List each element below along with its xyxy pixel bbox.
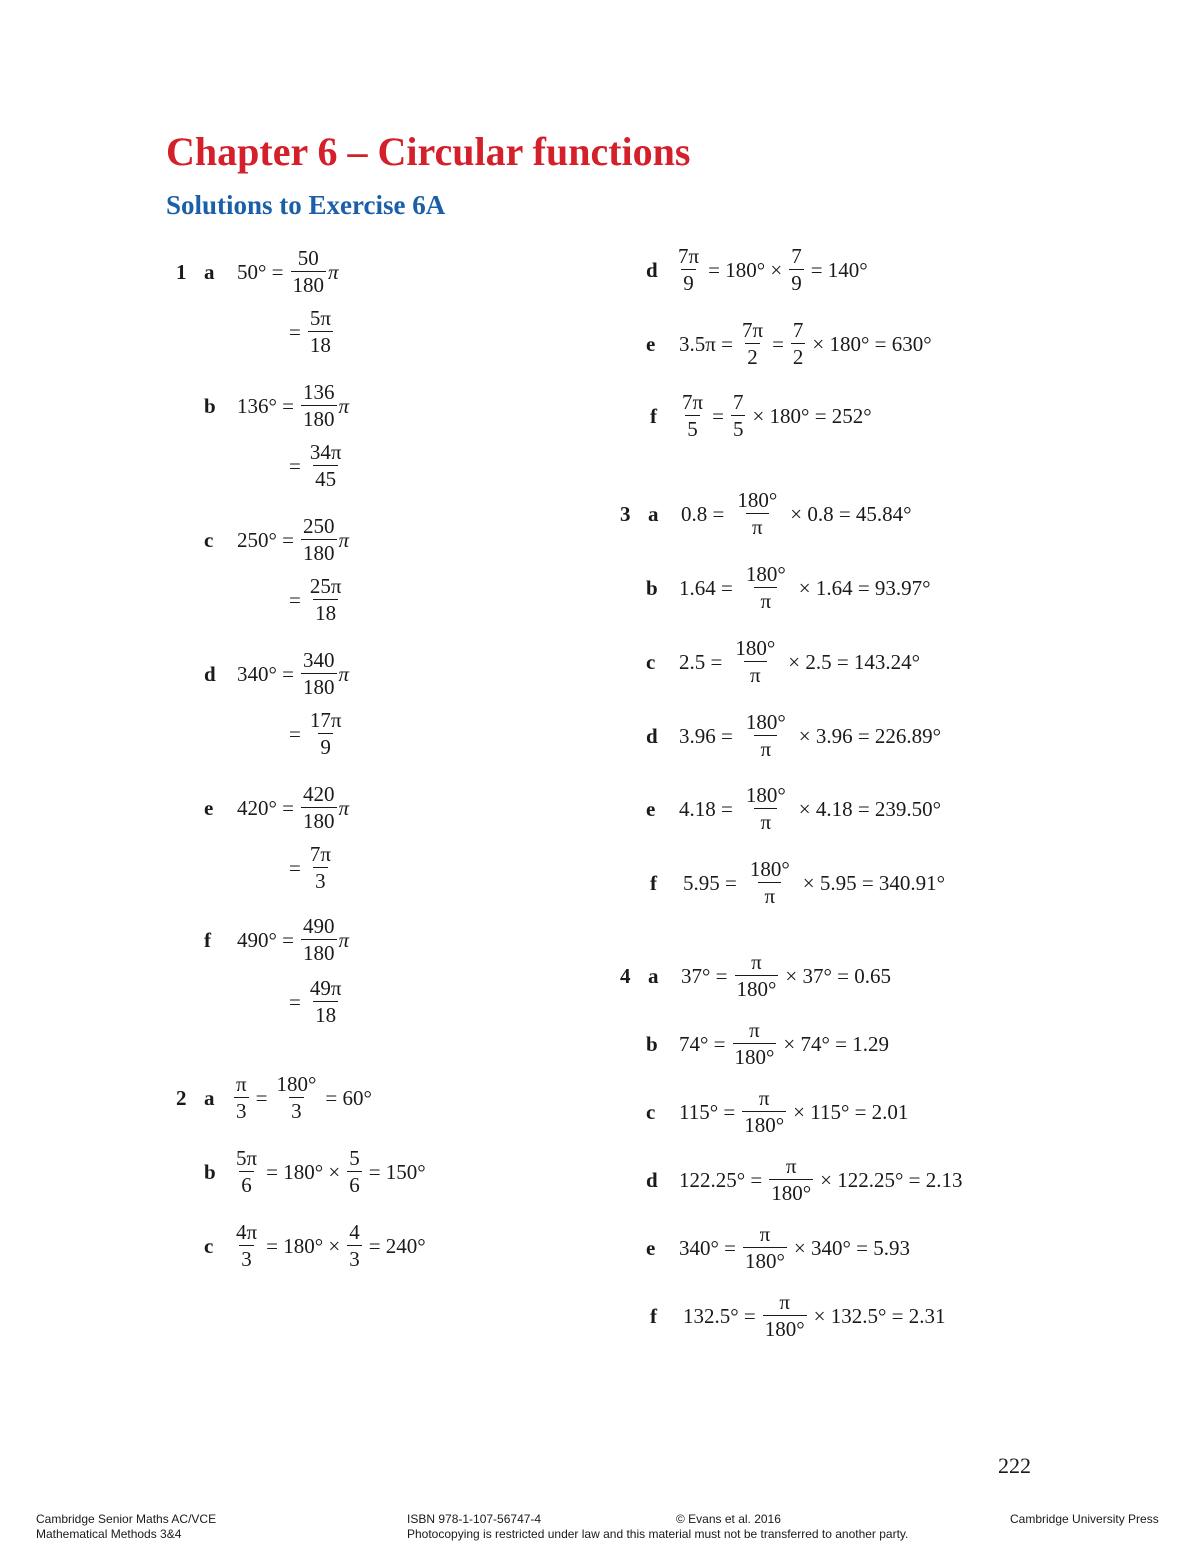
footer-isbn-block bbox=[407, 1512, 908, 1542]
fraction-denominator: 9 bbox=[791, 271, 802, 295]
equation-text: = bbox=[712, 403, 724, 428]
fraction-denominator: 180° bbox=[745, 1249, 785, 1273]
footer-isbn: ISBN 978-1-107-56747-4 bbox=[407, 1512, 542, 1526]
fraction-denominator: 3 bbox=[315, 869, 326, 893]
fraction-denominator: 45 bbox=[315, 467, 337, 491]
fraction bbox=[731, 392, 746, 440]
solution-line bbox=[284, 844, 335, 892]
pi-symbol: π bbox=[328, 259, 339, 284]
equation-text: 2.5 = bbox=[679, 649, 723, 674]
equation-text: = bbox=[289, 855, 301, 880]
fraction bbox=[274, 1074, 318, 1122]
fraction bbox=[743, 1224, 787, 1272]
equation-text: 122.25° = bbox=[679, 1167, 763, 1192]
part-label: f bbox=[650, 870, 657, 895]
fraction bbox=[735, 952, 779, 1000]
fraction-numerator: 50 bbox=[297, 246, 319, 270]
equation-text: = bbox=[289, 587, 301, 612]
footer-series bbox=[36, 1512, 216, 1542]
fraction bbox=[301, 382, 337, 430]
part-label: a bbox=[648, 963, 659, 988]
fraction bbox=[791, 320, 806, 368]
fraction-denominator: 180° bbox=[736, 977, 777, 1001]
equation-text: = 60° bbox=[325, 1085, 372, 1110]
footer-notice: Photocopying is restricted under law and this material must not be transferred to another party. bbox=[407, 1527, 909, 1541]
equation-text: 3.5π = bbox=[679, 331, 733, 356]
equation-text: 420° = bbox=[237, 795, 294, 820]
fraction bbox=[308, 308, 333, 356]
equation-text: = 180° × bbox=[708, 257, 783, 282]
solution-line bbox=[646, 712, 946, 760]
footer-series-line2: Mathematical Methods 3&4 bbox=[36, 1527, 182, 1541]
pi-symbol: π bbox=[338, 527, 350, 552]
fraction-numerator: π bbox=[751, 950, 762, 974]
fraction-denominator: 3 bbox=[291, 1099, 302, 1123]
equation-text: = bbox=[772, 331, 784, 356]
solution-line bbox=[204, 1222, 431, 1270]
fraction-numerator: π bbox=[785, 1154, 797, 1178]
fraction-numerator: 5π bbox=[309, 306, 331, 330]
fraction-denominator: 180° bbox=[744, 1113, 785, 1137]
fraction bbox=[731, 490, 783, 538]
equation-text: 115° = bbox=[679, 1099, 736, 1124]
fraction bbox=[347, 1148, 362, 1196]
solution-line bbox=[204, 784, 349, 832]
fraction bbox=[301, 516, 337, 564]
fraction bbox=[744, 859, 796, 907]
footer-copyright: © Evans et al. 2016 bbox=[676, 1512, 781, 1526]
part-label: d bbox=[646, 723, 658, 748]
page-number: 222 bbox=[998, 1453, 1031, 1478]
part-label: b bbox=[204, 1159, 216, 1184]
equation-text: × 5.95 = 340.91° bbox=[802, 870, 946, 895]
fraction-denominator: 180° bbox=[734, 1045, 775, 1069]
part-label: b bbox=[204, 393, 216, 418]
pi-symbol: π bbox=[338, 661, 350, 686]
fraction-denominator: π bbox=[746, 513, 769, 538]
solution-line bbox=[650, 392, 877, 440]
equation-text: = bbox=[289, 453, 301, 478]
part-label: e bbox=[204, 795, 214, 820]
fraction-numerator: 5 bbox=[349, 1146, 360, 1170]
fraction-denominator: 2 bbox=[747, 345, 758, 369]
equation-text: × 74° = 1.29 bbox=[783, 1031, 889, 1056]
fraction-numerator: 250 bbox=[303, 514, 335, 538]
fraction bbox=[789, 246, 804, 294]
fraction-denominator: 2 bbox=[792, 345, 804, 369]
fraction-numerator: 180° bbox=[745, 562, 786, 586]
fraction bbox=[740, 320, 765, 368]
part-label: b bbox=[646, 575, 658, 600]
solution-line bbox=[646, 246, 873, 294]
equation-text: × 2.5 = 143.24° bbox=[788, 649, 921, 674]
part-label: e bbox=[646, 331, 656, 356]
fraction-denominator: 180° bbox=[764, 1317, 805, 1341]
fraction bbox=[291, 248, 327, 296]
equation-text: = 240° bbox=[368, 1233, 426, 1258]
fraction-denominator: 180 bbox=[303, 541, 335, 565]
fraction-denominator: π bbox=[754, 735, 777, 760]
fraction-numerator: 136 bbox=[303, 380, 335, 404]
solution-line bbox=[646, 785, 946, 833]
fraction bbox=[740, 564, 792, 612]
equation-text: 136° = bbox=[237, 393, 294, 418]
fraction-numerator: 7π bbox=[682, 390, 704, 414]
fraction-numerator: 49π bbox=[309, 976, 342, 1000]
fraction bbox=[308, 710, 344, 758]
solution-line bbox=[620, 490, 917, 538]
part-label: c bbox=[204, 1233, 214, 1258]
fraction-denominator: 6 bbox=[241, 1173, 252, 1197]
fraction-numerator: 180° bbox=[749, 857, 790, 881]
fraction bbox=[347, 1222, 362, 1270]
fraction-denominator: 5 bbox=[687, 417, 698, 441]
equation-text: × 3.96 = 226.89° bbox=[798, 723, 942, 748]
fraction bbox=[763, 1292, 807, 1340]
equation-text: × 180° = 630° bbox=[812, 331, 932, 356]
question-number: 3 bbox=[620, 501, 631, 526]
equation-text: 5.95 = bbox=[683, 870, 737, 895]
solution-line bbox=[646, 1156, 968, 1204]
equation-text: = 150° bbox=[368, 1159, 426, 1184]
chapter-title: Chapter 6 – Circular functions bbox=[166, 129, 691, 174]
fraction-numerator: 180° bbox=[735, 636, 776, 660]
pi-symbol: π bbox=[338, 927, 350, 952]
equation-text: = 180° × bbox=[266, 1233, 341, 1258]
equation-text: × 132.5° = 2.31 bbox=[813, 1303, 946, 1328]
part-label: e bbox=[646, 1235, 656, 1260]
fraction-denominator: 18 bbox=[315, 1003, 337, 1027]
fraction-numerator: π bbox=[779, 1290, 790, 1314]
equation-text: × 37° = 0.65 bbox=[785, 963, 891, 988]
solution-line bbox=[284, 308, 335, 356]
fraction-denominator: 180 bbox=[303, 407, 335, 431]
footer-publisher: Cambridge University Press bbox=[1010, 1512, 1159, 1526]
solution-line bbox=[176, 1074, 377, 1122]
fraction bbox=[740, 712, 792, 760]
solution-line bbox=[204, 1148, 431, 1196]
equation-text: 250° = bbox=[237, 527, 294, 552]
part-label: d bbox=[646, 1167, 658, 1192]
equation-text: 3.96 = bbox=[679, 723, 733, 748]
fraction bbox=[308, 442, 344, 490]
solution-line bbox=[646, 320, 937, 368]
question-number: 2 bbox=[176, 1085, 187, 1110]
solution-line bbox=[646, 564, 936, 612]
equation-text: 340° = bbox=[679, 1235, 736, 1260]
solution-line bbox=[284, 710, 345, 758]
fraction-denominator: 9 bbox=[683, 271, 694, 295]
equation-text: × 0.8 = 45.84° bbox=[790, 501, 912, 526]
equation-text: 490° = bbox=[237, 927, 294, 952]
fraction-numerator: 34π bbox=[309, 440, 342, 464]
fraction-numerator: 180° bbox=[737, 488, 778, 512]
fraction bbox=[234, 1222, 259, 1270]
part-label: c bbox=[204, 527, 214, 552]
solution-line bbox=[176, 248, 339, 296]
fraction bbox=[733, 1020, 777, 1068]
solution-line bbox=[284, 442, 345, 490]
solution-line bbox=[204, 516, 349, 564]
fraction-numerator: π bbox=[236, 1072, 247, 1096]
fraction-denominator: 9 bbox=[320, 735, 331, 759]
equation-text: × 180° = 252° bbox=[752, 403, 872, 428]
fraction bbox=[308, 576, 344, 624]
part-label: f bbox=[204, 927, 211, 952]
equation-text: = 180° × bbox=[266, 1159, 341, 1184]
fraction bbox=[301, 784, 337, 832]
fraction-denominator: π bbox=[754, 587, 777, 612]
fraction-numerator: 7π bbox=[309, 842, 331, 866]
footer-series-line1: Cambridge Senior Maths AC/VCE bbox=[36, 1512, 217, 1526]
fraction-denominator: π bbox=[744, 661, 767, 686]
part-label: f bbox=[650, 403, 657, 428]
fraction-numerator: 7 bbox=[792, 318, 804, 342]
fraction-numerator: 180° bbox=[745, 783, 786, 807]
equation-text: = bbox=[255, 1085, 268, 1110]
solution-line bbox=[650, 1292, 951, 1340]
fraction bbox=[680, 392, 705, 440]
fraction-denominator: π bbox=[758, 882, 781, 907]
equation-text: = bbox=[289, 319, 301, 344]
fraction-numerator: π bbox=[758, 1086, 770, 1110]
solution-line bbox=[204, 650, 349, 698]
fraction-numerator: 17π bbox=[309, 708, 342, 732]
fraction-numerator: 490 bbox=[303, 914, 335, 938]
equation-text: 132.5° = bbox=[683, 1303, 756, 1328]
fraction-numerator: 7 bbox=[732, 390, 744, 414]
equation-text: × 340° = 5.93 bbox=[793, 1235, 910, 1260]
equation-text: = bbox=[289, 721, 301, 746]
fraction-denominator: 18 bbox=[309, 333, 331, 357]
solution-line bbox=[650, 859, 950, 907]
pi-symbol: π bbox=[338, 795, 350, 820]
fraction bbox=[742, 1088, 786, 1136]
fraction-denominator: 3 bbox=[236, 1099, 247, 1123]
solution-line bbox=[646, 638, 925, 686]
fraction-numerator: 180° bbox=[276, 1072, 317, 1096]
fraction-numerator: 340 bbox=[303, 648, 335, 672]
equation-text: × 115° = 2.01 bbox=[793, 1099, 909, 1124]
part-label: a bbox=[648, 501, 659, 526]
fraction-denominator: 180 bbox=[303, 941, 335, 965]
fraction-numerator: 5π bbox=[236, 1146, 258, 1170]
fraction-numerator: π bbox=[759, 1222, 771, 1246]
fraction bbox=[676, 246, 701, 294]
fraction bbox=[308, 844, 333, 892]
equation-text: 0.8 = bbox=[681, 501, 725, 526]
fraction-numerator: 4 bbox=[349, 1220, 360, 1244]
equation-text: = 140° bbox=[810, 257, 868, 282]
solution-line bbox=[646, 1088, 913, 1136]
equation-text: 340° = bbox=[237, 661, 294, 686]
fraction bbox=[234, 1074, 249, 1122]
fraction-denominator: 3 bbox=[349, 1247, 360, 1271]
fraction bbox=[308, 978, 344, 1026]
fraction-numerator: 180° bbox=[745, 710, 786, 734]
part-label: c bbox=[646, 649, 656, 674]
question-number: 4 bbox=[620, 963, 631, 988]
equation-text: 50° = bbox=[237, 259, 284, 284]
fraction bbox=[769, 1156, 813, 1204]
fraction-numerator: 25π bbox=[309, 574, 342, 598]
solution-line bbox=[620, 952, 896, 1000]
fraction-denominator: 180° bbox=[771, 1181, 812, 1205]
fraction-denominator: 3 bbox=[241, 1247, 252, 1271]
equation-text: 74° = bbox=[679, 1031, 726, 1056]
part-label: d bbox=[204, 661, 216, 686]
equation-text: × 122.25° = 2.13 bbox=[820, 1167, 963, 1192]
fraction bbox=[301, 650, 337, 698]
fraction bbox=[729, 638, 781, 686]
part-label: a bbox=[204, 259, 215, 284]
solution-line bbox=[204, 382, 349, 430]
equation-text: × 4.18 = 239.50° bbox=[798, 796, 942, 821]
fraction-denominator: π bbox=[754, 808, 777, 833]
solution-line bbox=[646, 1020, 894, 1068]
equation-text: = bbox=[289, 989, 301, 1014]
fraction-numerator: 7π bbox=[678, 244, 700, 268]
solution-line bbox=[204, 916, 349, 964]
solution-line bbox=[284, 576, 345, 624]
question-number: 1 bbox=[176, 259, 187, 284]
fraction-denominator: 180 bbox=[292, 273, 324, 297]
solution-line bbox=[284, 978, 345, 1026]
fraction bbox=[301, 916, 337, 964]
part-label: c bbox=[646, 1099, 656, 1124]
equation-text: 37° = bbox=[681, 963, 728, 988]
fraction-numerator: 7 bbox=[791, 244, 802, 268]
pi-symbol: π bbox=[338, 393, 350, 418]
equation-text: × 1.64 = 93.97° bbox=[798, 575, 931, 600]
fraction-numerator: 420 bbox=[303, 782, 335, 806]
part-label: d bbox=[646, 257, 658, 282]
fraction bbox=[740, 785, 792, 833]
solution-line bbox=[646, 1224, 915, 1272]
fraction-numerator: 7π bbox=[741, 318, 764, 342]
equation-text: 1.64 = bbox=[679, 575, 733, 600]
fraction-denominator: 5 bbox=[732, 417, 744, 441]
fraction-denominator: 180 bbox=[303, 675, 335, 699]
part-label: f bbox=[650, 1303, 657, 1328]
fraction-numerator: 4π bbox=[236, 1220, 258, 1244]
section-title: Solutions to Exercise 6A bbox=[166, 190, 446, 220]
fraction bbox=[234, 1148, 259, 1196]
fraction-denominator: 18 bbox=[315, 601, 337, 625]
equation-text: 4.18 = bbox=[679, 796, 733, 821]
part-label: b bbox=[646, 1031, 658, 1056]
part-label: a bbox=[204, 1085, 215, 1110]
part-label: e bbox=[646, 796, 656, 821]
fraction-denominator: 180 bbox=[303, 809, 335, 833]
fraction-denominator: 6 bbox=[349, 1173, 360, 1197]
fraction-numerator: π bbox=[749, 1018, 760, 1042]
